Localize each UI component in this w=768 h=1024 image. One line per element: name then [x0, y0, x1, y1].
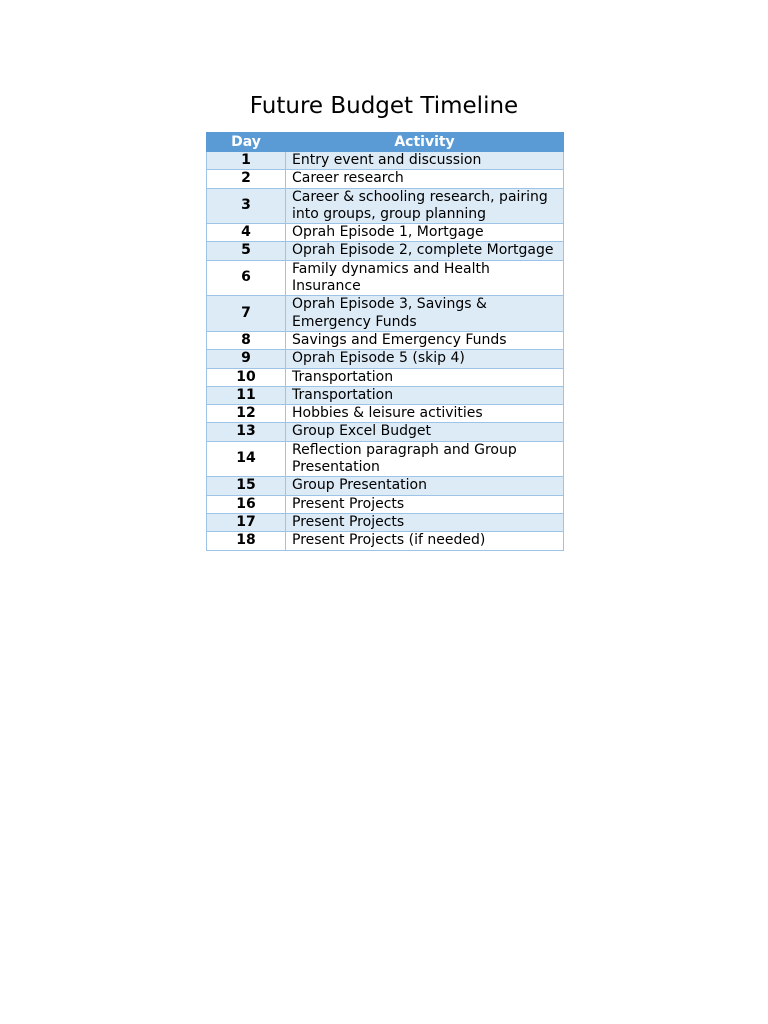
table-row	[207, 513, 564, 531]
day-cell: 12	[207, 405, 286, 423]
activity-cell: Career & schooling research, pairing into groups, group planning	[286, 188, 564, 224]
table-row	[207, 350, 564, 368]
activity-cell: Oprah Episode 3, Savings & Emergency Funds	[286, 296, 564, 332]
day-cell: 9	[207, 350, 286, 368]
day-cell: 3	[207, 188, 286, 224]
day-cell: 8	[207, 331, 286, 349]
table-header-row	[207, 133, 564, 152]
day-cell: 1	[207, 152, 286, 170]
table-row	[207, 242, 564, 260]
column-header-day: Day	[207, 133, 286, 152]
activity-cell: Transportation	[286, 386, 564, 404]
day-cell: 5	[207, 242, 286, 260]
activity-cell: Group Excel Budget	[286, 423, 564, 441]
day-cell: 13	[207, 423, 286, 441]
table-row	[207, 368, 564, 386]
activity-cell: Savings and Emergency Funds	[286, 331, 564, 349]
day-cell: 18	[207, 532, 286, 550]
activity-cell: Present Projects	[286, 495, 564, 513]
timeline-table-body	[207, 152, 564, 551]
table-row	[207, 224, 564, 242]
table-row	[207, 532, 564, 550]
activity-cell: Hobbies & leisure activities	[286, 405, 564, 423]
table-row	[207, 331, 564, 349]
activity-cell: Present Projects (if needed)	[286, 532, 564, 550]
activity-cell: Entry event and discussion	[286, 152, 564, 170]
day-cell: 16	[207, 495, 286, 513]
day-cell: 7	[207, 296, 286, 332]
table-row	[207, 170, 564, 188]
table-row	[207, 495, 564, 513]
table-row	[207, 477, 564, 495]
activity-cell: Transportation	[286, 368, 564, 386]
page-title: Future Budget Timeline	[249, 93, 519, 119]
table-row	[207, 405, 564, 423]
day-cell: 17	[207, 513, 286, 531]
day-cell: 6	[207, 260, 286, 296]
activity-cell: Oprah Episode 2, complete Mortgage	[286, 242, 564, 260]
activity-cell: Present Projects	[286, 513, 564, 531]
activity-cell: Oprah Episode 1, Mortgage	[286, 224, 564, 242]
table-row	[207, 152, 564, 170]
activity-cell: Family dynamics and Health Insurance	[286, 260, 564, 296]
day-cell: 2	[207, 170, 286, 188]
table-row	[207, 260, 564, 296]
table-row	[207, 441, 564, 477]
activity-cell: Oprah Episode 5 (skip 4)	[286, 350, 564, 368]
timeline-table	[206, 132, 564, 551]
table-row	[207, 386, 564, 404]
day-cell: 11	[207, 386, 286, 404]
table-row	[207, 423, 564, 441]
table-row	[207, 188, 564, 224]
column-header-activity: Activity	[286, 133, 564, 152]
day-cell: 15	[207, 477, 286, 495]
activity-cell: Group Presentation	[286, 477, 564, 495]
activity-cell: Career research	[286, 170, 564, 188]
table-row	[207, 296, 564, 332]
day-cell: 4	[207, 224, 286, 242]
day-cell: 14	[207, 441, 286, 477]
activity-cell: Reflection paragraph and Group Presentation	[286, 441, 564, 477]
day-cell: 10	[207, 368, 286, 386]
